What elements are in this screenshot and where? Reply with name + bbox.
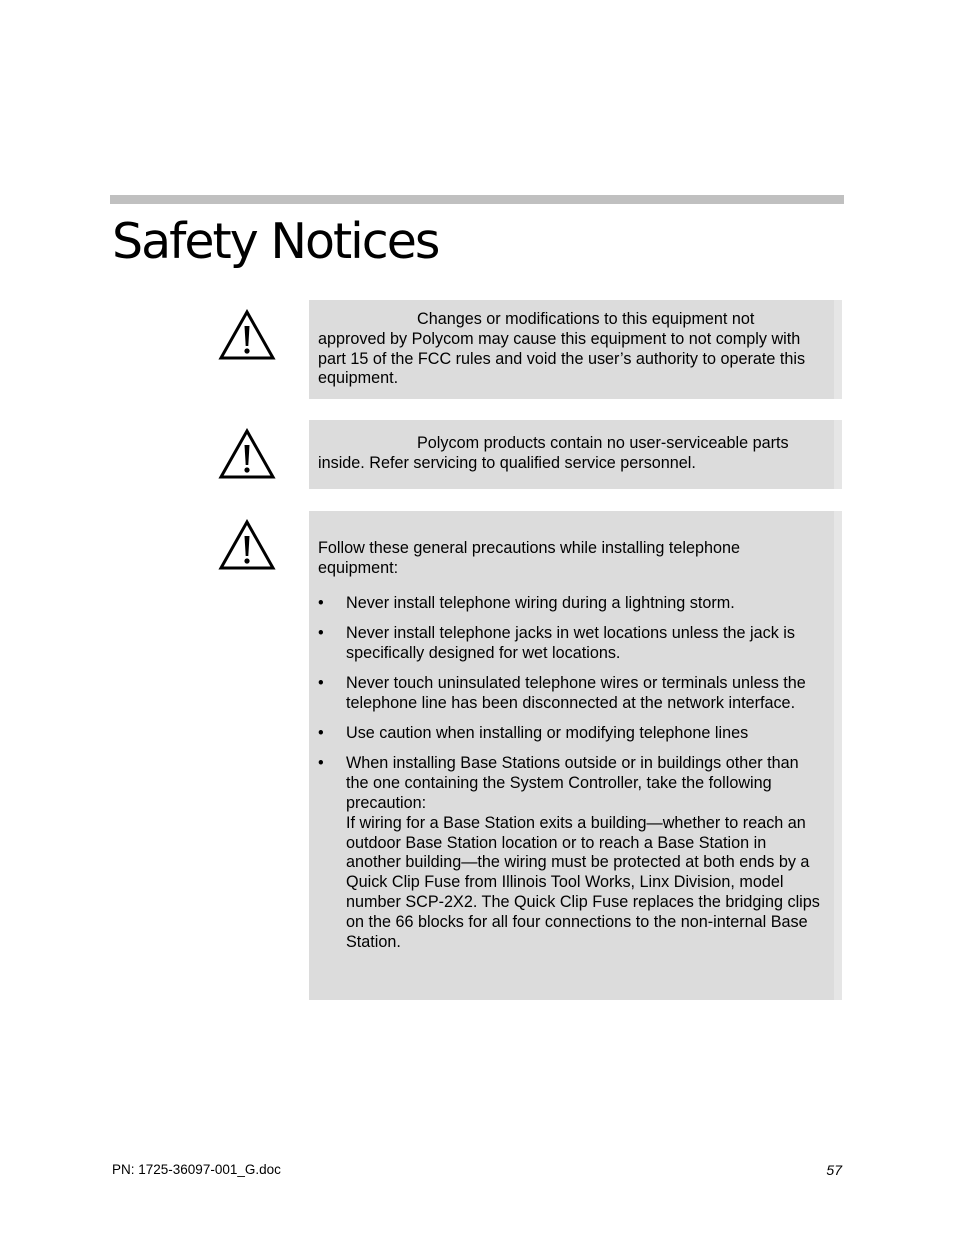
notice-text: Polycom products contain no user-serviceable parts inside. Refer servicing to qualified service personnel.: [318, 434, 789, 472]
notice-text: Changes or modifications to this equipment not approved by Polycom may cause this equipment to not comply with part 15 of the FCC rules and void the user’s authority to operate this equipment.: [318, 310, 806, 388]
list-item: • Never install telephone wiring during a lightning storm.: [318, 594, 822, 614]
list-item: • Never install telephone jacks in wet locations unless the jack is specifically designed for wet locations.: [318, 624, 822, 664]
footer-page-number: 57: [826, 1162, 842, 1178]
precautions-list: [318, 594, 822, 953]
list-item-detail: If wiring for a Base Station exits a building—whether to reach an outdoor Base Station location or to reach a Base Station in another building—the wiring must be protected at both ends by a Quick Clip Fuse from Illinois Tool Works, Linx Division, model number SCP-2X2. The Quick Clip Fuse replaces the bridging clips on the 66 blocks for all four connections to the non-internal Base Station.: [346, 813, 820, 951]
warning-triangle-icon: [218, 309, 276, 361]
footer-part-number: PN: 1725-36097-001_G.doc: [112, 1162, 281, 1177]
warning-triangle-icon: [218, 519, 276, 571]
precautions-intro: Follow these general precautions while installing telephone equipment:: [318, 539, 741, 577]
notice-service: [309, 420, 842, 489]
list-item: • Never touch uninsulated telephone wires or terminals unless the telephone line has been disconnected at the network interface.: [318, 674, 822, 714]
notice-precautions: [309, 511, 842, 1000]
page-title: Safety Notices: [112, 213, 439, 270]
list-item-lead: • When installing Base Stations outside or in buildings other than the one containing the System Controller, take the following precaution:: [346, 754, 799, 812]
notice-fcc-compliance: [309, 300, 842, 399]
title-rule: [110, 195, 844, 204]
list-item: [318, 754, 822, 952]
list-item: • Use caution when installing or modifying telephone lines: [318, 724, 822, 744]
warning-triangle-icon: [218, 428, 276, 480]
